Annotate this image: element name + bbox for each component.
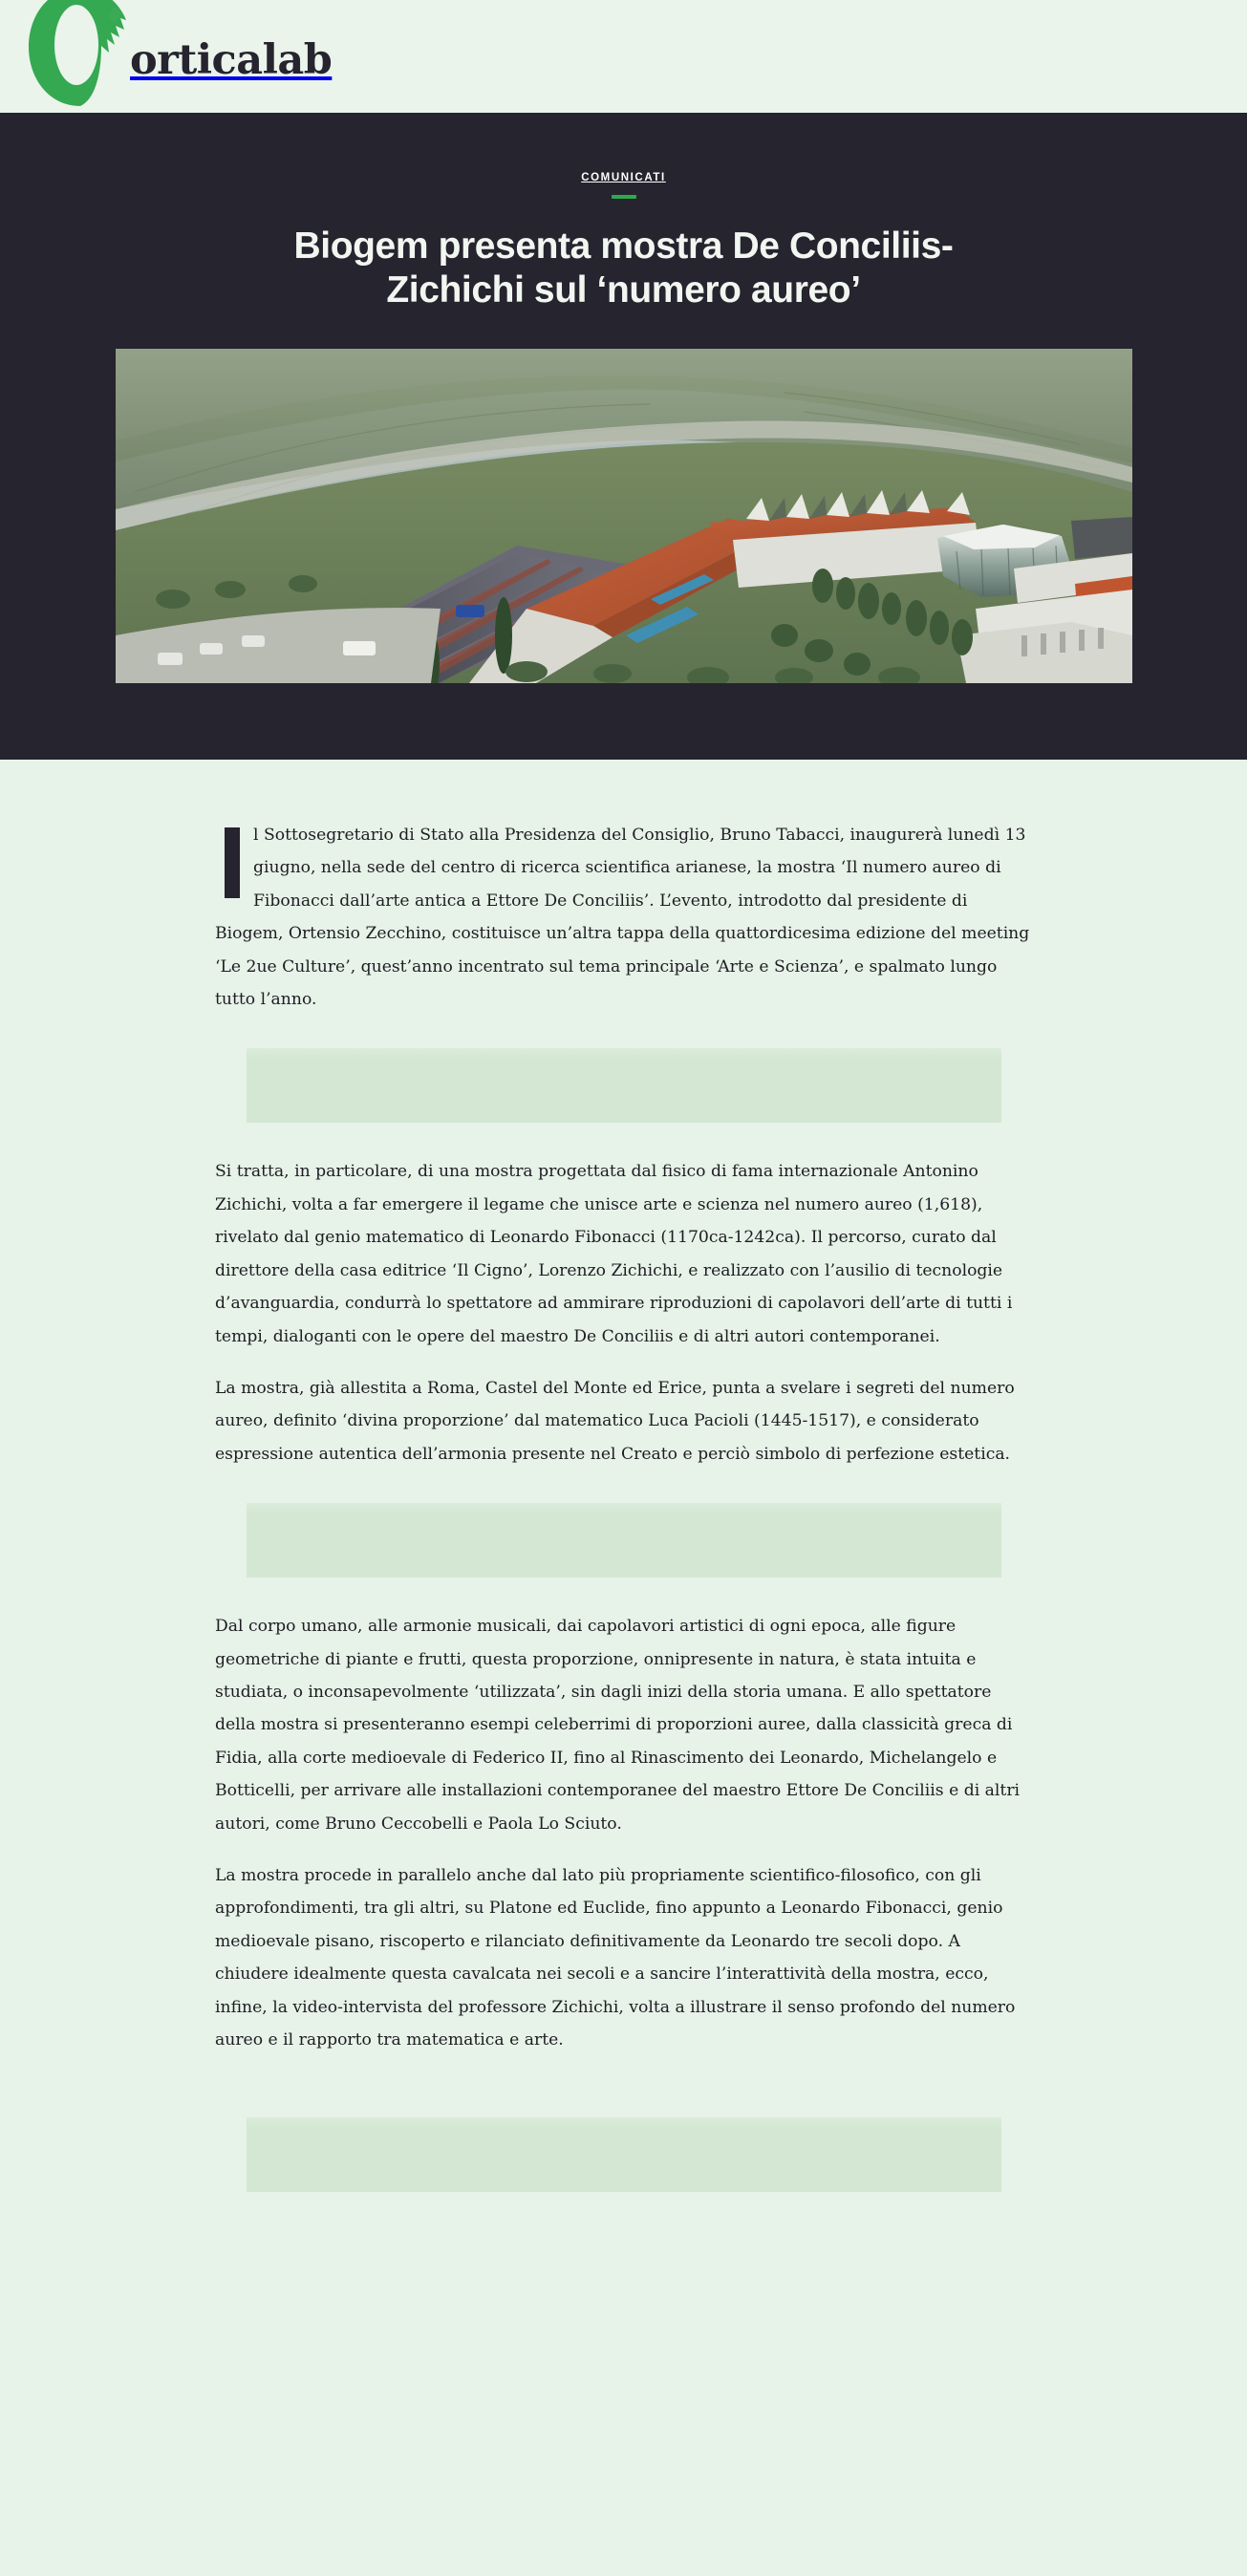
article-body bbox=[141, 760, 1107, 2234]
article-hero bbox=[0, 113, 1247, 760]
category-kicker-wrap bbox=[0, 138, 1247, 199]
article-paragraph-3: La mostra, già allestita a Roma, Castel del Monte ed Erice, punta a svelare i segreti del numero aureo, definito ‘divina proporzione’ dal matematico Luca Pacioli (1445-1517), e considerato espressione autentica dell’armonia presente nel Creato e perciò simbolo di perfezione estetica. bbox=[215, 1378, 1015, 1464]
drop-cap bbox=[225, 827, 240, 898]
site-logo-link[interactable] bbox=[21, 0, 332, 109]
article-column-3 bbox=[215, 1610, 1032, 2056]
kicker-underline-rule bbox=[612, 195, 636, 199]
embed-placeholder-3[interactable] bbox=[247, 2117, 1001, 2192]
article-paragraph-5: La mostra procede in parallelo anche dal lato più propriamente scientifico-filosofico, con gli approfondimenti, tra gli altri, su Platone ed Euclide, fino appunto a Leonardo Fibonacci, genio medioevale pisano, riscoperto e rilanciato definitivamente da Leonardo tre secoli dopo. A chiudere idealmente questa cavalcata nei secoli e a sancire l’interattività della mostra, ecco, infine, la video-intervista del professore Zichichi, volta a illustrare il senso profondo del numero aureo e il rapporto tra matematica e arte. bbox=[215, 1865, 1016, 2050]
embed-placeholder-1[interactable] bbox=[247, 1048, 1001, 1123]
site-header bbox=[0, 0, 1247, 113]
page-title: Biogem presenta mostra De Conciliis-Zichichi sul ‘numero aureo’ bbox=[293, 225, 954, 311]
article-paragraph-4: Dal corpo umano, alle armonie musicali, dai capolavori artistici di ogni epoca, alle figure geometriche di piante e frutti, questa proporzione, onnipresente in natura, è stata intuita e studiata, o inconsapevolmente ‘utilizzata’, sin dagli inizi della storia umana. E allo spettatore della mostra si presenteranno esempi celeberrimi di proporzioni auree, dalla classicità greca di Fidia, alla corte medioevale di Federico II, fino al Rinascimento dei Leonardo, Michelangelo e Botticelli, per arrivare alle installazioni contemporanee del maestro Ettore De Conciliis e di altri autori, come Bruno Ceccobelli e Paola Lo Sciuto. bbox=[215, 1617, 1021, 1834]
site-logo-wordmark: orticalab bbox=[130, 36, 333, 84]
article-paragraph-1 bbox=[215, 819, 1032, 1016]
category-kicker-comunicati[interactable]: COMUNICATI bbox=[581, 172, 666, 183]
hero-image bbox=[116, 349, 1132, 683]
paragraph-text: l Sottosegretario di Stato alla Presidenza del Consiglio, Bruno Tabacci, inaugurerà lunedì 13 giugno, nella sede del centro di ricerca scientifica arianese, la mostra ‘Il numero aureo di Fibonacci dall’arte antica a Ettore De Conciliis’. L’evento, introdotto dal presidente di Biogem, Ortensio Zecchino, costituisce un’altra tappa della quattordicesima edizione del meeting ‘Le 2ue Culture’, quest’anno incentrato sul tema principale ‘Arte e Scienza’, e spalmato lungo tutto l’anno. bbox=[215, 826, 1030, 1010]
article-paragraph-2: Si tratta, in particolare, di una mostra progettata dal fisico di fama internazionale Antonino Zichichi, volta a far emergere il legame che unisce arte e scienza nel numero aureo (1,618), rivelato dal genio matematico di Leonardo Fibonacci (1170ca-1242ca). Il percorso, curato dal direttore della casa editrice ‘Il Cigno’, Lorenzo Zichichi, e realizzato con l’ausilio di tecnologie d’avanguardia, condurrà lo spettatore ad ammirare riproduzioni di capolavori dell’arte di tutti i tempi, dialoganti con le opere del maestro De Conciliis e di altri autori contemporanei. bbox=[215, 1162, 1013, 1346]
article-column bbox=[215, 819, 1032, 1016]
embed-placeholder-2[interactable] bbox=[247, 1503, 1001, 1578]
bottom-spacer bbox=[141, 2075, 1107, 2085]
article-column-2 bbox=[215, 1155, 1032, 1470]
